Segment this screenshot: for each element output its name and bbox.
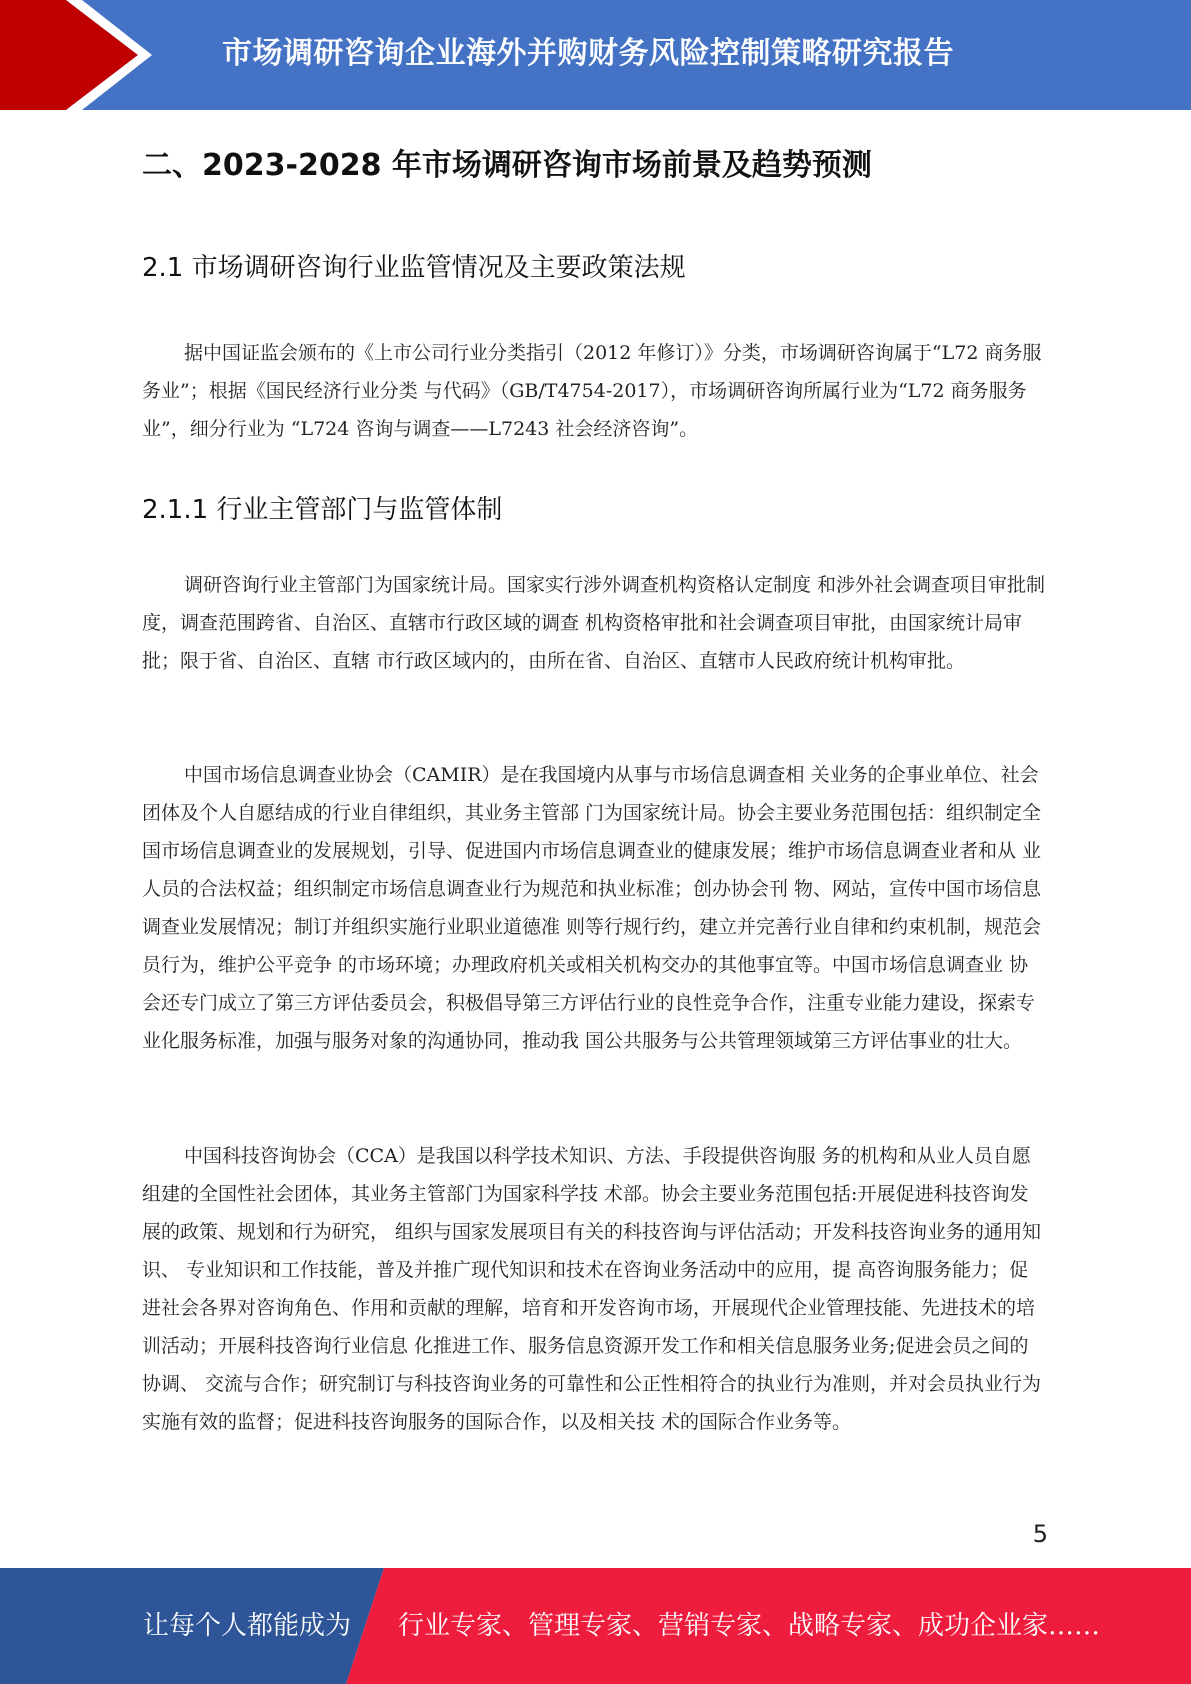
body-paragraph: 中国市场信息调查业协会（CAMIR）是在我国境内从事与市场信息调查相 关业务的企事业单位、社会团体及个人自愿结成的行业自律组织，其业务主管部 门为国家统计局。协会主要业务范围包括：组织制定全国市场信息调查业的发展规划，引导、促进国内市场信息调查业的健康发展；维护市场信息调查业者和从 业人员的合法权益；组织制定市场信息调查业行为规范和执业标准；创办协会刊 物、网站，宣传中国市场信息调查业发展情况；制订并组织实施行业职业道德准 则等行规行约，建立并完善行业自律和约束机制，规范会员行为，维护公平竞争 的市场环境；办理政府机关或相关机构交办的其他事宜等。中国市场信息调查业 协会还专门成立了第三方评估委员会，积极倡导第三方评估行业的良性竞争合作，注重专业能力建设，探索专业化服务标准，加强与服务对象的沟通协同，推动我 国公共服务与公共管理领域第三方评估事业的壮大。 (142, 764, 1042, 1052)
report-header-band (0, 0, 1191, 110)
footer-slogan-right: 行业专家、管理专家、营销专家、战略专家、成功企业家…… (398, 1611, 1101, 1641)
report-title: 市场调研咨询企业海外并购财务风险控制策略研究报告 (222, 36, 954, 71)
footer-slogan-left: 让每个人都能成为 (143, 1611, 352, 1641)
body-paragraph: 中国科技咨询协会（CCA）是我国以科学技术知识、方法、手段提供咨询服 务的机构和从业人员自愿组建的全国性社会团体，其业务主管部门为国家科学技 术部。协会主要业务范围包括:开展促进科技咨询发展的政策、规划和行为研究， 组织与国家发展项目有关的科技咨询与评估活动；开发科技咨询业务的通用知识、 专业知识和工作技能，普及并推广现代知识和技术在咨询业务活动中的应用，提 高咨询服务能力；促进社会各界对咨询角色、作用和贡献的理解，培育和开发咨询市场，开展现代企业管理技能、先进技术的培训活动；开展科技咨询行业信息 化推进工作、服务信息资源开发工作和相关信息服务业务;促进会员之间的协调、 交流与合作；研究制订与科技咨询业务的可靠性和公正性相符合的执业行为准则，并对会员执业行为实施有效的监督；促进科技咨询服务的国际合作，以及相关技 术的国际合作业务等。 (142, 1145, 1042, 1433)
intro-paragraph: 据中国证监会颁布的《上市公司行业分类指引（2012 年修订）》分类，市场调研咨询属于“L72 商务服务业”；根据《国民经济行业分类 与代码》（GB/T4754-2017），市场调研咨询所属行业为“L72 商务服务业”，细分行业为 “L724 咨询与调查——L7243 社会经济咨询”。 (142, 342, 1042, 440)
section-heading: 二、2023-2028 年市场调研咨询市场前景及趋势预测 (142, 148, 872, 183)
subsection-heading: 2.1 市场调研咨询行业监管情况及主要政策法规 (142, 253, 686, 283)
subsubsection-heading: 2.1.1 行业主管部门与监管体制 (142, 495, 503, 525)
page-number: 5 (1032, 1520, 1048, 1548)
body-paragraph: 调研咨询行业主管部门为国家统计局。国家实行涉外调查机构资格认定制度 和涉外社会调查项目审批制度，调查范围跨省、自治区、直辖市行政区域的调查 机构资格审批和社会调查项目审批，由国家统计局审批；限于省、自治区、直辖 市行政区域内的，由所在省、自治区、直辖市人民政府统计机构审批。 (142, 574, 1046, 672)
footer-band (0, 1568, 1191, 1684)
